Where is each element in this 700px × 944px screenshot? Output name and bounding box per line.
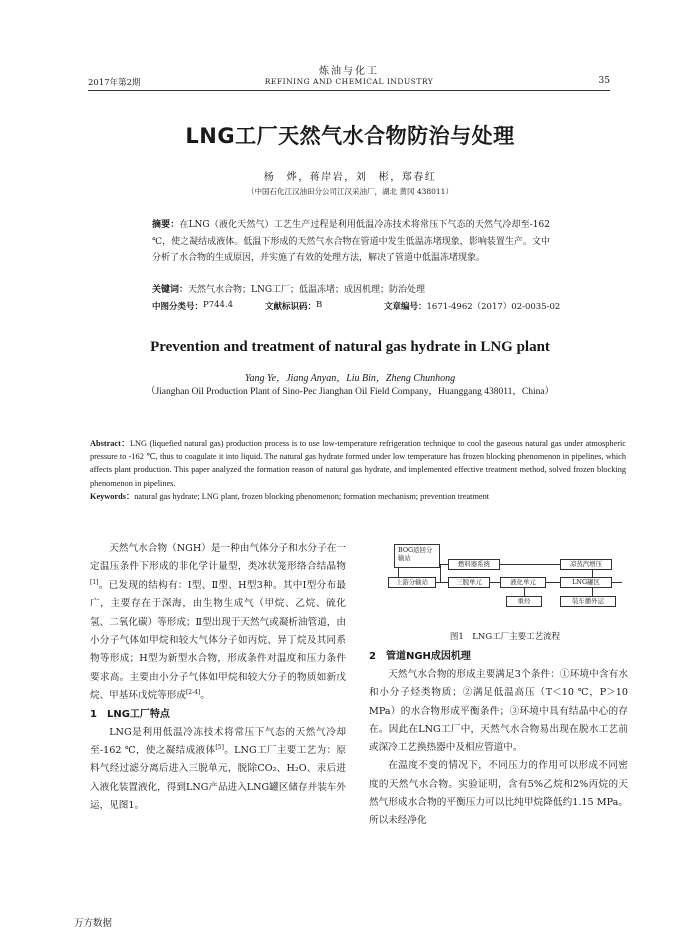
citation-ref: [1] xyxy=(90,578,99,586)
page-number: 35 xyxy=(598,76,610,86)
citation-ref: [2-4] xyxy=(185,689,201,697)
keywords-cn-text: 天然气水合物；LNG工厂；低温冻堵；成因机理；防治处理 xyxy=(188,285,426,295)
box-lng-tank: LNG罐区 xyxy=(560,577,612,588)
fuel-connector-left xyxy=(440,564,441,582)
abstract-cn xyxy=(152,217,550,267)
issue-label: 2017年第2期 xyxy=(88,78,141,88)
intro-text-a: 天然气水合物（NGH）是一种由气体分子和水分子在一定温压条件下形成的非化学计量型，类冰状笼形络合结晶物 xyxy=(90,543,346,573)
abstract-cn-text: 在LNG（液化天然气）工艺生产过程是利用低温冷冻技术将常压下气态的天然气冷却至-162 ℃，使之凝结成液体。低温下形成的天然气水合物在管道中发生低温冻堵现象，影响装置生产。文中分析了水合物的生成原因，并实施了有效的处理方法，解决了管道中低温冻堵现象。 xyxy=(152,220,550,263)
abstract-en xyxy=(90,437,626,490)
article-value: 1671-4962（2017）02-0035-02 xyxy=(426,302,561,312)
citation-ref: [5] xyxy=(215,744,224,752)
classification-row xyxy=(152,300,561,314)
body-column-left xyxy=(90,540,346,816)
clc-value: P744.4 xyxy=(203,300,234,310)
keywords-cn xyxy=(152,283,550,297)
keywords-en xyxy=(90,490,626,503)
keywords-en-label: Keywords： xyxy=(90,492,135,501)
paragraph-lng-plant xyxy=(90,724,346,816)
paper-title-cn: LNG工厂天然气水合物防治与处理 xyxy=(185,124,515,148)
box-upstream-station: 上游分输站 xyxy=(388,577,436,588)
section-heading-2: 2 管道NGH成因机理 xyxy=(369,651,471,662)
article-number xyxy=(384,300,561,312)
plant-text-b: 。LNG工厂主要工艺为：原料气经过滤分离后进入三脱单元，脱除CO₂、H₂O、汞后进入液化装置液化，得到LNG产品进入LNG罐区储存并装车外运，见图1。 xyxy=(90,745,346,812)
journal-name-cn: 炼油与化工 xyxy=(319,66,379,77)
paragraph-intro xyxy=(90,540,346,706)
paper-title-en: Prevention and treatment of natural gas hydrate in LNG plant xyxy=(150,339,550,355)
clc-label: 中图分类号： xyxy=(152,302,204,312)
intro-text-c: 。 xyxy=(200,690,210,702)
doc-label: 文献标识码： xyxy=(265,302,317,312)
box-dehydration-unit: 三脱单元 xyxy=(448,577,490,588)
body-column-right xyxy=(369,648,628,831)
intro-text-b: 。已发现的结构有：Ⅰ型、Ⅱ型、H型3种。其中Ⅰ型分布最广，主要存在于深海，由生物生成气（甲烷、乙烷、硫化氢、二氧化碳）等形成；Ⅱ型出现于天然气或凝析油管道，由小分子气体如甲烷和较大气体分子如丙烷、异丁烷及其同系物等形成；H型为新型水合物，形成条件对温度和压力条件要求高。主要由小分子气体如甲烷和较大分子的物质如新戊烷、甲基环戊烷等形成 xyxy=(90,579,346,702)
figure-caption: 图1 LNG工厂主要工艺流程 xyxy=(449,632,561,642)
box-truck-loading: 装车播外运 xyxy=(560,596,616,607)
article-label: 文章编号： xyxy=(384,302,427,312)
paragraph-formation-conditions: 天然气水合物的形成主要满足3个条件：①环境中含有水和小分子烃类物质；②满足低温高压（T＜10 ℃，P＞10 MPa）的水合物形成平衡条件；③环境中具有结晶中心的存在。因此在LNG工厂中，天然气水合物易出现在脱水工艺前或深冷工艺换热器中及相应管道中。 xyxy=(369,669,628,754)
authors-cn: 杨 烨，蒋岸岩，刘 彬，郑春红 xyxy=(263,172,437,183)
wanfang-watermark: 万方数据 xyxy=(74,918,113,929)
abstract-en-label: Abstract： xyxy=(90,439,130,448)
clc-number xyxy=(152,300,234,312)
authors-en: Yang Ye，Jiang Anyan，Liu Bin，Zheng Chunhong xyxy=(244,373,456,384)
keywords-cn-label: 关键词： xyxy=(152,285,189,295)
doc-code xyxy=(265,300,323,312)
doc-value: B xyxy=(316,300,323,310)
section-heading-1: 1 LNG工厂特点 xyxy=(90,708,170,720)
abstract-en-text: LNG (liquefied natural gas) production process is to use low-temperature refrigeration technique to cool the gaseous natural gas under atmospheric pressure to -162 ℃, thus to coagulate it into liquid. The natural gas hydrate formed under low temperature has frozen blocking phenomenon in pipelines, which affects plant production. This paper analyzed the formation reason of natural gas hydrate, and implemented effective treatment method, solved frozen blocking phenomenon in pipelines. xyxy=(90,439,626,488)
plant-text-a: LNG是利用低温冷冻技术将常压下气态的天然气冷却至-162 ℃，使之凝结成液体 xyxy=(90,726,346,757)
process-flow-figure xyxy=(386,544,624,624)
box-fuel-system: 燃料器系统 xyxy=(448,559,500,570)
header-rule xyxy=(88,90,610,91)
paragraph-pressure-effect: 在温度不变的情况下，不同压力的作用可以形成不同密度的天然气水合物。实验证明，含有5%乙烷和2%丙烷的天然气形成水合物的平衡压力可以比纯甲烷降低约1.15 MPa。所以未经净化 xyxy=(369,760,628,827)
box-steam-boost: 凉蒸汽增压 xyxy=(560,559,612,570)
abstract-cn-label: 摘要： xyxy=(152,220,180,230)
keywords-en-text: natural gas hydrate; LNG plant, frozen blocking phenomenon; formation mechanism; prevention treatment xyxy=(134,492,490,501)
box-bog-return: BOG返回分输站 xyxy=(394,544,440,568)
box-heavy-hydrocarbon: 重烃 xyxy=(506,596,542,607)
box-liquefaction-unit: 液化单元 xyxy=(500,577,546,588)
affiliation-en: （Jianghan Oil Production Plant of Sino-Pec Jianghan Oil Field Company，Huanggang 438011，China） xyxy=(145,387,555,397)
journal-name-en: REFINING AND CHEMICAL INDUSTRY xyxy=(264,77,434,86)
running-header xyxy=(88,58,610,92)
affiliation-cn: （中国石化江汉油田分公司江汉采油厂，湖北 黄冈 438011） xyxy=(247,187,453,196)
